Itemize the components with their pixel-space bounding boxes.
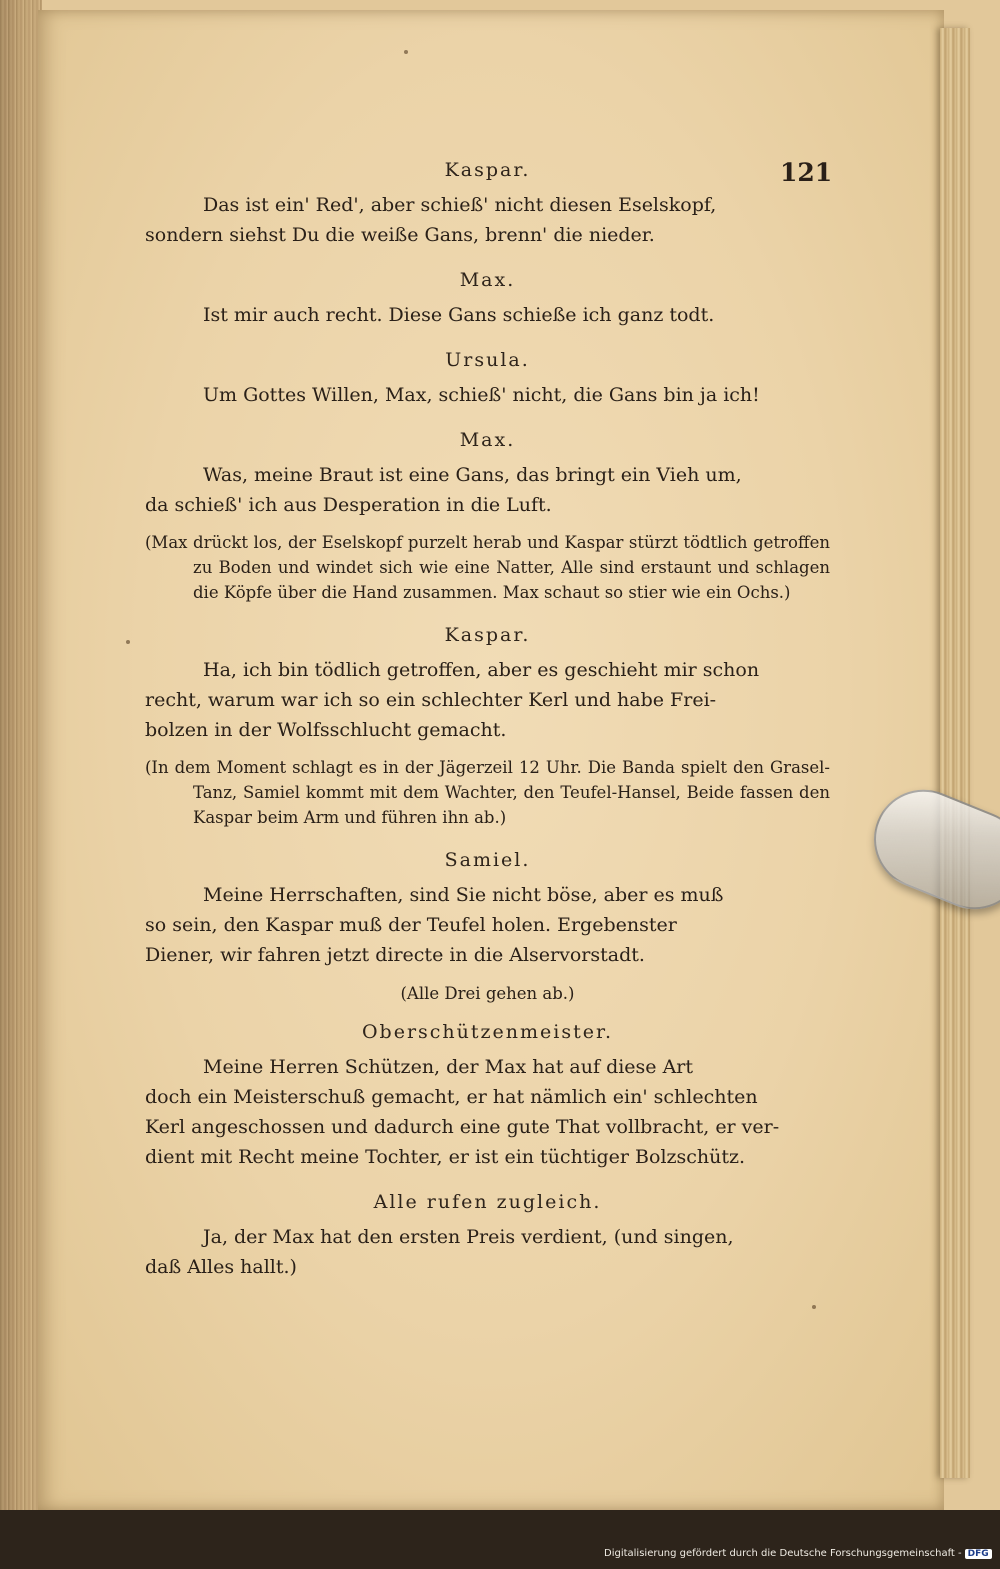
paper-spot xyxy=(126,640,130,644)
speaker-name: Kaspar. xyxy=(444,624,531,646)
speech-line: doch ein Meisterschuß gemacht, er hat nämlich ein' schlechten xyxy=(145,1086,758,1108)
speech-line: Ha, ich bin tödlich getroffen, aber es geschieht mir schon xyxy=(203,659,760,681)
speech-line: Meine Herren Schützen, der Max hat auf diese Art xyxy=(203,1056,694,1078)
speech-line: Ja, der Max hat den ersten Preis verdient, (und singen, xyxy=(203,1226,734,1248)
speech-block xyxy=(145,1222,830,1282)
speech-line: Kerl angeschossen und dadurch eine gute That vollbracht, er ver- xyxy=(145,1116,780,1138)
page-stack-edge xyxy=(940,28,970,1478)
paper-spot xyxy=(812,1305,816,1309)
speaker-name: Ursula. xyxy=(445,349,530,371)
speech-line: da schieß' ich aus Desperation in die Luft. xyxy=(145,494,552,516)
speech-line: Meine Herrschaften, sind Sie nicht böse, aber es muß xyxy=(203,884,724,906)
page-number: 121 xyxy=(780,158,833,187)
speaker-name: Kaspar. xyxy=(444,159,531,181)
speech-block xyxy=(145,190,830,250)
speech-block xyxy=(145,300,830,330)
stage-direction: (Max drückt los, der Eselskopf purzelt herab und Kaspar stürzt tödtlich getroffen zu Boden und windet sich wie eine Natter, Alle sind erstaunt und schlagen die Köpfe über die Hand zusammen. Max schaut so stier wie ein Ochs.) xyxy=(145,533,830,602)
footer-text: Digitalisierung gefördert durch die Deutsche Forschungsgemeinschaft - xyxy=(604,1548,962,1559)
speaker-name: Max. xyxy=(459,269,516,291)
speech-block xyxy=(145,1052,830,1172)
speech-block xyxy=(145,460,830,520)
speaker-name: Max. xyxy=(459,429,516,451)
text-body xyxy=(145,150,833,1292)
scan-background xyxy=(0,1510,1000,1569)
speaker-name: Oberschützenmeister. xyxy=(361,1021,614,1043)
speech-line: dient mit Recht meine Tochter, er ist ein tüchtiger Bolzschütz. xyxy=(145,1146,746,1168)
digitization-footer xyxy=(604,1548,992,1559)
paper-spot xyxy=(404,50,408,54)
dfg-logo: DFG xyxy=(965,1549,992,1559)
book-binding-edge xyxy=(0,0,42,1569)
speaker-name: Alle rufen zugleich. xyxy=(373,1191,602,1213)
speech-line: Diener, wir fahren jetzt directe in die Alservorstadt. xyxy=(145,944,645,966)
speech-line: bolzen in der Wolfsschlucht gemacht. xyxy=(145,719,507,741)
speaker-name: Samiel. xyxy=(444,849,531,871)
stage-direction-centered: (Alle Drei gehen ab.) xyxy=(400,984,575,1003)
speech-line: recht, warum war ich so ein schlechter Kerl und habe Frei- xyxy=(145,689,717,711)
stage-direction: (In dem Moment schlagt es in der Jägerzeil 12 Uhr. Die Banda spielt den Grasel-Tanz, Samiel kommt mit dem Wachter, den Teufel-Hansel, Beide fassen den Kaspar beim Arm und führen ihn ab.) xyxy=(145,758,830,827)
speech-line: Was, meine Braut ist eine Gans, das bringt ein Vieh um, xyxy=(203,464,742,486)
speech-block xyxy=(145,655,830,745)
speech-line: sondern siehst Du die weiße Gans, brenn' die nieder. xyxy=(145,224,655,246)
speech-line: so sein, den Kaspar muß der Teufel holen. Ergebenster xyxy=(145,914,677,936)
speech-block xyxy=(145,880,830,970)
speech-line: Ist mir auch recht. Diese Gans schieße ich ganz todt. xyxy=(203,304,715,326)
speech-line: Um Gottes Willen, Max, schieß' nicht, die Gans bin ja ich! xyxy=(203,384,760,406)
speech-line: Das ist ein' Red', aber schieß' nicht diesen Eselskopf, xyxy=(203,194,717,216)
speech-line: daß Alles hallt.) xyxy=(145,1256,297,1278)
speech-block xyxy=(145,380,830,410)
